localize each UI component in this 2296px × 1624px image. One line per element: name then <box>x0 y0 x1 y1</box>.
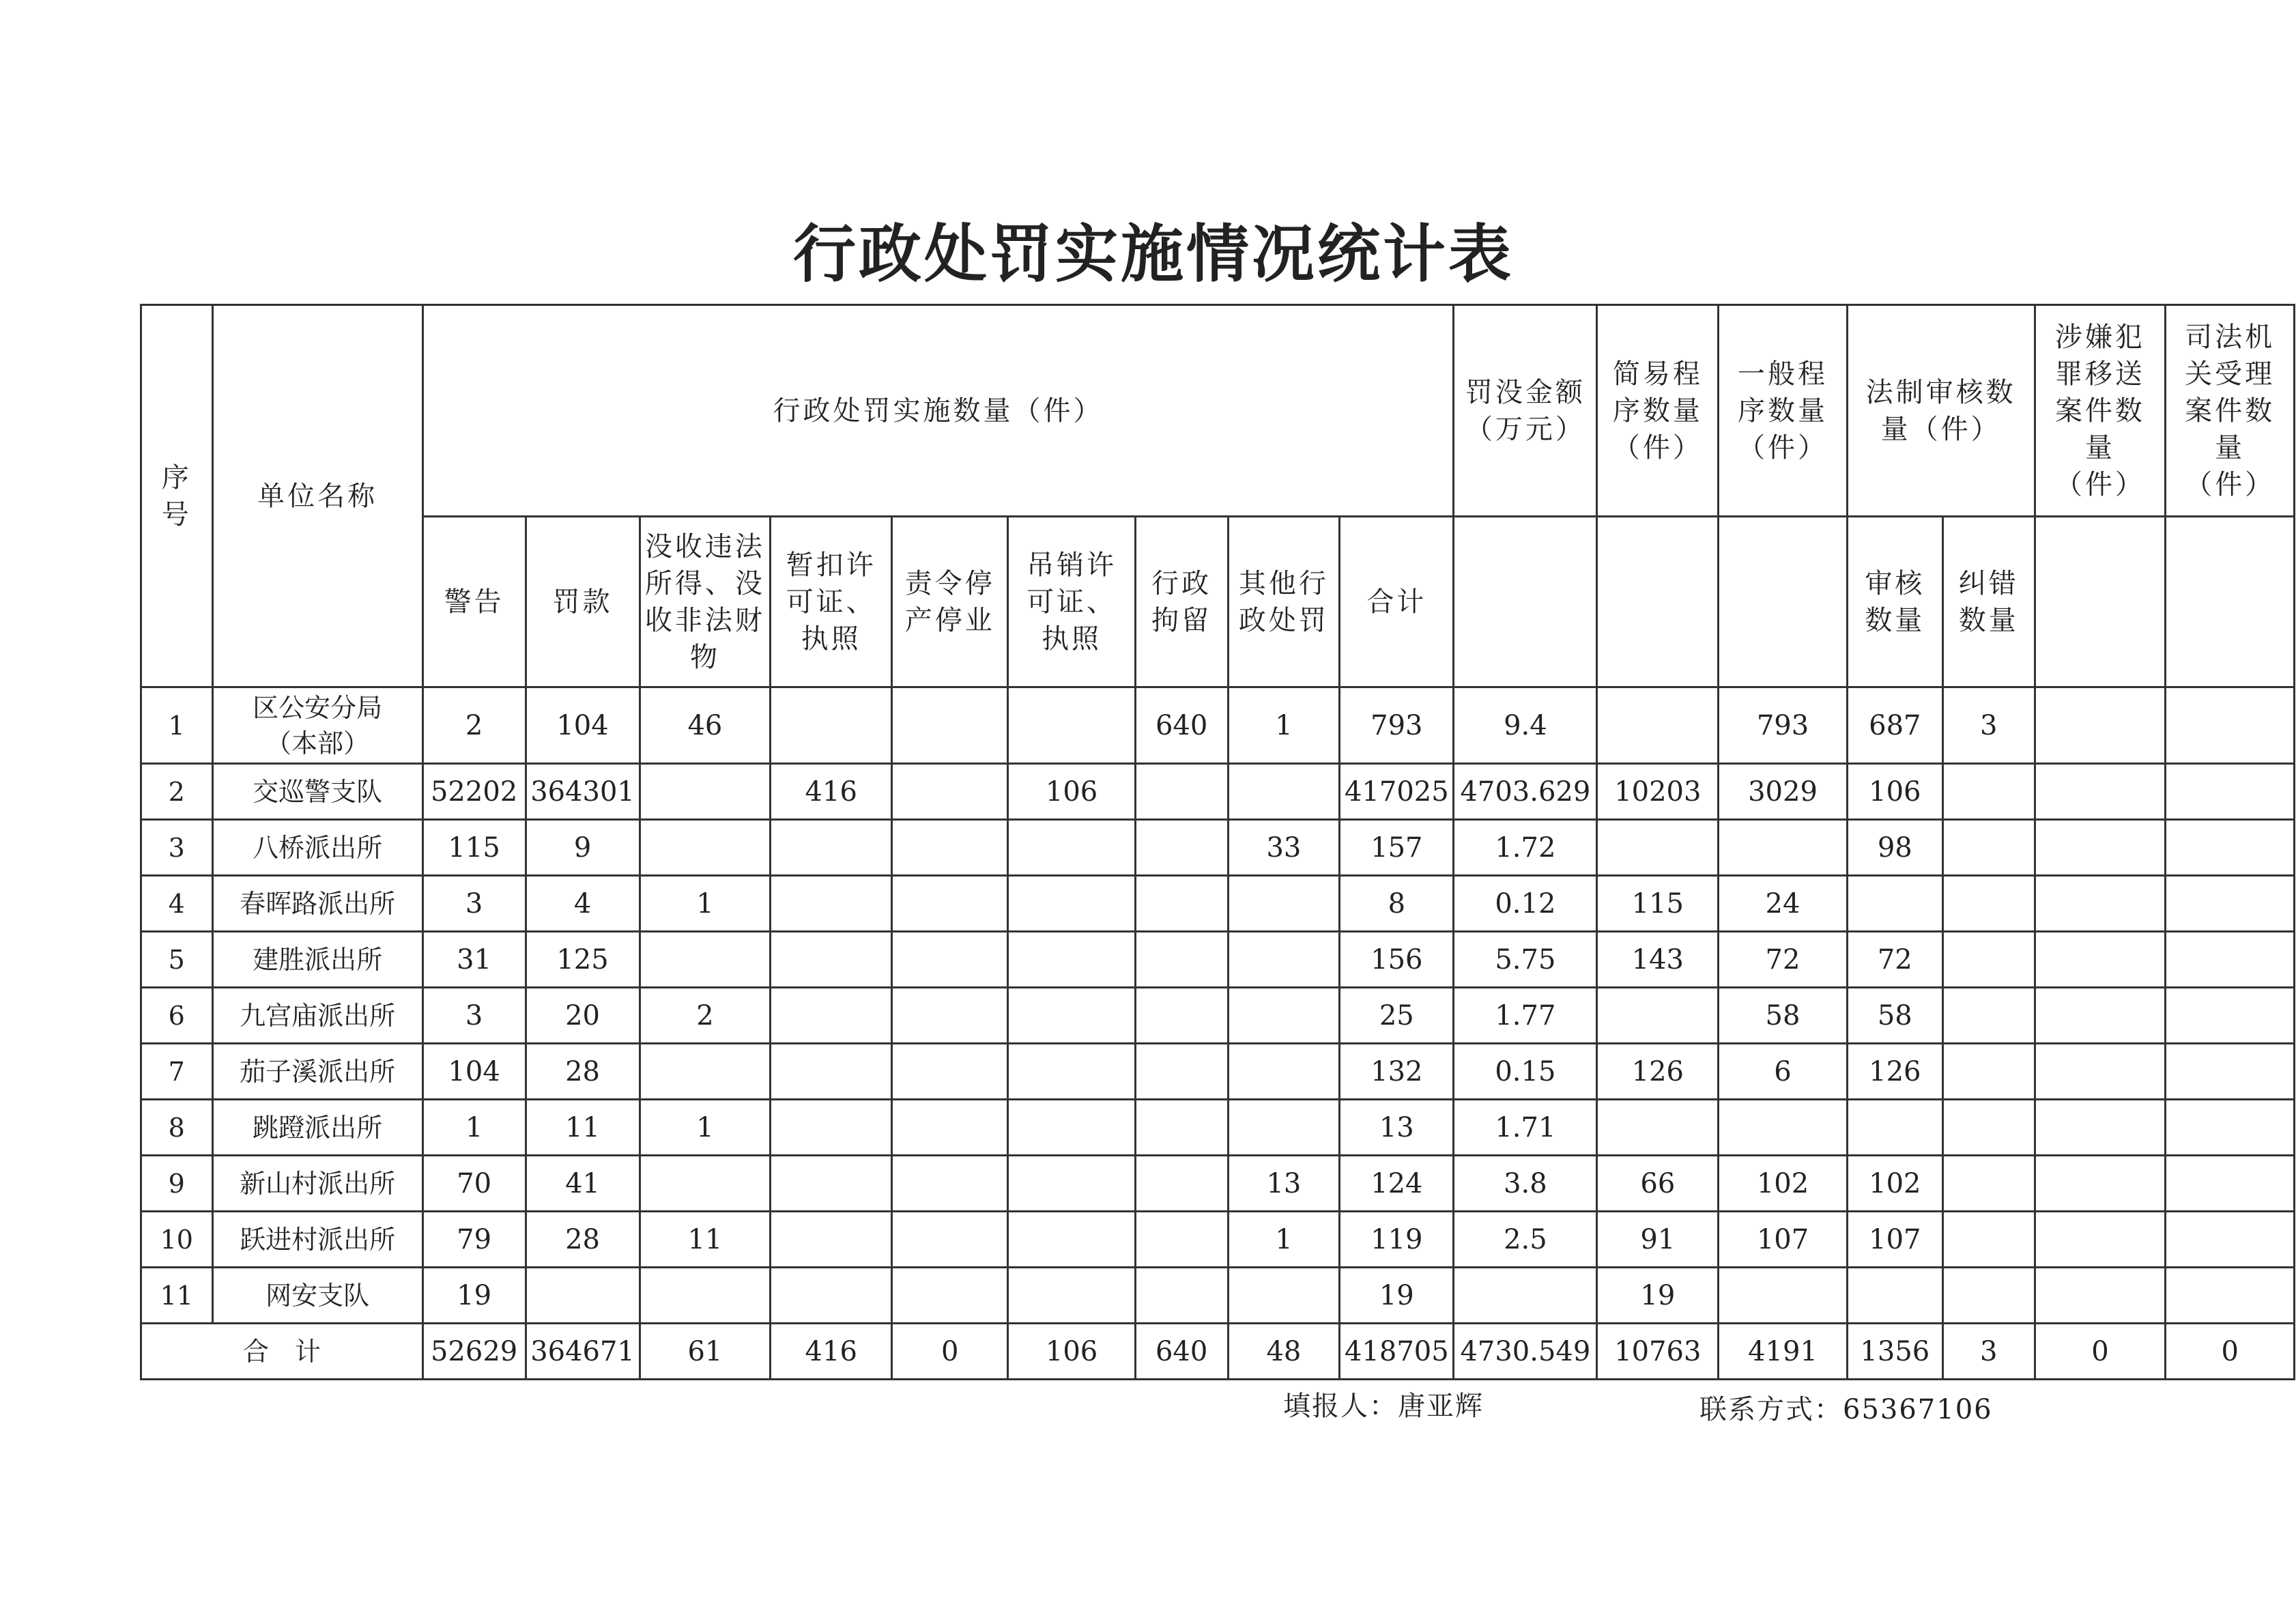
cell-judicial <box>2166 988 2295 1044</box>
cell-fine: 364301 <box>526 764 640 820</box>
cell-amount: 9.4 <box>1454 687 1597 764</box>
cell-subtotal: 124 <box>1340 1156 1454 1212</box>
cell-other: 1 <box>1228 1212 1340 1268</box>
cell-stop <box>892 1044 1008 1100</box>
cell-fine: 104 <box>526 687 640 764</box>
cell-amount: 1.71 <box>1454 1100 1597 1156</box>
cell-revoke <box>1008 1044 1135 1100</box>
cell-detention <box>1135 1212 1228 1268</box>
header-confiscate: 没收违法 所得、没 收非法财 物 <box>640 517 771 687</box>
total-revoke: 106 <box>1008 1324 1135 1380</box>
cell-review <box>1847 876 1942 932</box>
table-row <box>141 1100 2295 1156</box>
cell-warning: 31 <box>422 932 526 988</box>
cell-subtotal: 13 <box>1340 1100 1454 1156</box>
cell-simple: 115 <box>1597 876 1719 932</box>
cell-simple: 91 <box>1597 1212 1719 1268</box>
total-stop: 0 <box>892 1324 1008 1380</box>
table-row <box>141 764 2295 820</box>
header-warning: 警告 <box>422 517 526 687</box>
cell-seq: 9 <box>141 1156 213 1212</box>
table-row <box>141 932 2295 988</box>
cell-review: 126 <box>1847 1044 1942 1100</box>
total-simple: 10763 <box>1597 1324 1719 1380</box>
cell-seq: 7 <box>141 1044 213 1100</box>
cell-other <box>1228 876 1340 932</box>
header-legal-review: 法制审核数 量（件） <box>1847 305 2035 517</box>
cell-transfer <box>2035 1268 2166 1324</box>
cell-confiscate <box>640 764 771 820</box>
cell-fine: 11 <box>526 1100 640 1156</box>
table-row <box>141 1044 2295 1100</box>
cell-review: 687 <box>1847 687 1942 764</box>
cell-seq: 5 <box>141 932 213 988</box>
cell-fine: 41 <box>526 1156 640 1212</box>
header-review-count: 审核 数量 <box>1847 517 1942 687</box>
cell-general <box>1719 1268 1848 1324</box>
total-judicial: 0 <box>2166 1324 2295 1380</box>
cell-judicial <box>2166 932 2295 988</box>
cell-revoke <box>1008 1212 1135 1268</box>
cell-other <box>1228 1268 1340 1324</box>
header-stop-production: 责令停 产停业 <box>892 517 1008 687</box>
cell-confiscate <box>640 820 771 876</box>
table-row <box>141 876 2295 932</box>
total-amount: 4730.549 <box>1454 1324 1597 1380</box>
total-row <box>141 1324 2295 1380</box>
table-row <box>141 988 2295 1044</box>
cell-simple: 19 <box>1597 1268 1719 1324</box>
cell-correct <box>1942 988 2035 1044</box>
header-judicial-empty <box>2166 517 2295 687</box>
header-judicial-accept: 司法机 关受理 案件数 量 （件） <box>2166 305 2295 517</box>
cell-stop <box>892 1268 1008 1324</box>
total-fine: 364671 <box>526 1324 640 1380</box>
cell-warning: 104 <box>422 1044 526 1100</box>
cell-confiscate: 2 <box>640 988 771 1044</box>
cell-stop <box>892 1156 1008 1212</box>
cell-stop <box>892 932 1008 988</box>
cell-simple: 126 <box>1597 1044 1719 1100</box>
cell-other: 33 <box>1228 820 1340 876</box>
cell-warning: 79 <box>422 1212 526 1268</box>
cell-suspend <box>771 988 892 1044</box>
cell-general: 6 <box>1719 1044 1848 1100</box>
cell-suspend <box>771 932 892 988</box>
header-revoke-license: 吊销许 可证、 执照 <box>1008 517 1135 687</box>
cell-detention <box>1135 932 1228 988</box>
header-fine-amount-empty <box>1454 517 1597 687</box>
reporter-label: 填报人：唐亚辉 <box>1283 1391 1484 1422</box>
contact-label: 联系方式：65367106 <box>1699 1394 1993 1425</box>
cell-amount: 1.77 <box>1454 988 1597 1044</box>
cell-transfer <box>2035 932 2166 988</box>
cell-warning: 115 <box>422 820 526 876</box>
cell-transfer <box>2035 988 2166 1044</box>
cell-unit: 茄子溪派出所 <box>212 1044 422 1100</box>
cell-suspend <box>771 1212 892 1268</box>
cell-review: 107 <box>1847 1212 1942 1268</box>
cell-confiscate <box>640 1044 771 1100</box>
cell-simple: 10203 <box>1597 764 1719 820</box>
cell-suspend <box>771 1100 892 1156</box>
cell-fine: 125 <box>526 932 640 988</box>
cell-subtotal: 157 <box>1340 820 1454 876</box>
cell-detention <box>1135 1268 1228 1324</box>
cell-subtotal: 132 <box>1340 1044 1454 1100</box>
cell-subtotal: 793 <box>1340 687 1454 764</box>
cell-correct <box>1942 876 2035 932</box>
cell-suspend <box>771 1044 892 1100</box>
cell-confiscate: 1 <box>640 876 771 932</box>
cell-review <box>1847 1268 1942 1324</box>
total-transfer: 0 <box>2035 1324 2166 1380</box>
cell-unit: 九宫庙派出所 <box>212 988 422 1044</box>
cell-detention: 640 <box>1135 687 1228 764</box>
total-warning: 52629 <box>422 1324 526 1380</box>
cell-fine <box>526 1268 640 1324</box>
cell-general: 102 <box>1719 1156 1848 1212</box>
cell-general: 72 <box>1719 932 1848 988</box>
header-detention: 行政 拘留 <box>1135 517 1228 687</box>
cell-unit: 网安支队 <box>212 1268 422 1324</box>
header-seq: 序 号 <box>141 305 213 687</box>
cell-transfer <box>2035 1100 2166 1156</box>
cell-other: 13 <box>1228 1156 1340 1212</box>
cell-amount: 2.5 <box>1454 1212 1597 1268</box>
header-subtotal: 合计 <box>1340 517 1454 687</box>
cell-transfer <box>2035 687 2166 764</box>
cell-unit: 春晖路派出所 <box>212 876 422 932</box>
cell-simple <box>1597 988 1719 1044</box>
cell-general: 58 <box>1719 988 1848 1044</box>
header-row-2 <box>141 517 2295 687</box>
cell-fine: 28 <box>526 1044 640 1100</box>
cell-other <box>1228 764 1340 820</box>
cell-judicial <box>2166 687 2295 764</box>
cell-general: 793 <box>1719 687 1848 764</box>
header-general-empty <box>1719 517 1848 687</box>
header-fine: 罚款 <box>526 517 640 687</box>
cell-revoke <box>1008 1156 1135 1212</box>
cell-amount: 1.72 <box>1454 820 1597 876</box>
cell-seq: 4 <box>141 876 213 932</box>
cell-review: 72 <box>1847 932 1942 988</box>
cell-review: 98 <box>1847 820 1942 876</box>
cell-unit: 交巡警支队 <box>212 764 422 820</box>
cell-stop <box>892 1212 1008 1268</box>
cell-general: 3029 <box>1719 764 1848 820</box>
cell-detention <box>1135 764 1228 820</box>
cell-general <box>1719 1100 1848 1156</box>
cell-detention <box>1135 820 1228 876</box>
header-row-1 <box>141 305 2295 517</box>
cell-fine: 28 <box>526 1212 640 1268</box>
cell-subtotal: 19 <box>1340 1268 1454 1324</box>
header-fine-amount: 罚没金额 （万元） <box>1454 305 1597 517</box>
cell-seq: 10 <box>141 1212 213 1268</box>
cell-suspend <box>771 1156 892 1212</box>
cell-correct <box>1942 1268 2035 1324</box>
cell-transfer <box>2035 1044 2166 1100</box>
total-general: 4191 <box>1719 1324 1848 1380</box>
cell-stop <box>892 820 1008 876</box>
table-row <box>141 687 2295 764</box>
cell-suspend <box>771 876 892 932</box>
cell-seq: 8 <box>141 1100 213 1156</box>
cell-stop <box>892 988 1008 1044</box>
cell-amount <box>1454 1268 1597 1324</box>
cell-transfer <box>2035 876 2166 932</box>
cell-detention <box>1135 1100 1228 1156</box>
cell-amount: 3.8 <box>1454 1156 1597 1212</box>
cell-judicial <box>2166 1212 2295 1268</box>
cell-stop <box>892 876 1008 932</box>
cell-seq: 2 <box>141 764 213 820</box>
cell-seq: 1 <box>141 687 213 764</box>
cell-unit: 区公安分局 （本部） <box>212 687 422 764</box>
cell-judicial <box>2166 1100 2295 1156</box>
cell-detention <box>1135 1044 1228 1100</box>
cell-warning: 3 <box>422 876 526 932</box>
cell-correct <box>1942 932 2035 988</box>
cell-revoke <box>1008 988 1135 1044</box>
header-simple-procedure: 简易程 序数量 （件） <box>1597 305 1719 517</box>
cell-confiscate <box>640 1268 771 1324</box>
header-simple-empty <box>1597 517 1719 687</box>
cell-confiscate: 46 <box>640 687 771 764</box>
cell-other: 1 <box>1228 687 1340 764</box>
total-subtotal: 418705 <box>1340 1324 1454 1380</box>
cell-correct <box>1942 820 2035 876</box>
cell-warning: 19 <box>422 1268 526 1324</box>
total-other: 48 <box>1228 1324 1340 1380</box>
cell-review: 106 <box>1847 764 1942 820</box>
total-confiscate: 61 <box>640 1324 771 1380</box>
cell-confiscate <box>640 932 771 988</box>
cell-unit: 跃进村派出所 <box>212 1212 422 1268</box>
cell-stop <box>892 764 1008 820</box>
cell-revoke <box>1008 820 1135 876</box>
cell-fine: 9 <box>526 820 640 876</box>
cell-subtotal: 8 <box>1340 876 1454 932</box>
cell-seq: 6 <box>141 988 213 1044</box>
cell-fine: 20 <box>526 988 640 1044</box>
cell-amount: 5.75 <box>1454 932 1597 988</box>
header-suspend-license: 暂扣许 可证、 执照 <box>771 517 892 687</box>
cell-correct <box>1942 764 2035 820</box>
header-crime-transfer: 涉嫌犯 罪移送 案件数 量 （件） <box>2035 305 2166 517</box>
cell-other <box>1228 1044 1340 1100</box>
cell-other <box>1228 1100 1340 1156</box>
cell-suspend <box>771 820 892 876</box>
cell-revoke <box>1008 876 1135 932</box>
cell-judicial <box>2166 764 2295 820</box>
cell-judicial <box>2166 820 2295 876</box>
cell-subtotal: 417025 <box>1340 764 1454 820</box>
header-correct-count: 纠错 数量 <box>1942 517 2035 687</box>
cell-correct <box>1942 1212 2035 1268</box>
total-detention: 640 <box>1135 1324 1228 1380</box>
cell-revoke <box>1008 1100 1135 1156</box>
cell-suspend: 416 <box>771 764 892 820</box>
cell-other <box>1228 932 1340 988</box>
cell-detention <box>1135 1156 1228 1212</box>
cell-detention <box>1135 876 1228 932</box>
cell-revoke <box>1008 687 1135 764</box>
page-title: 行政处罚实施情况统计表 <box>792 218 1514 291</box>
cell-suspend <box>771 1268 892 1324</box>
cell-suspend <box>771 687 892 764</box>
cell-fine: 4 <box>526 876 640 932</box>
cell-subtotal: 119 <box>1340 1212 1454 1268</box>
cell-warning: 70 <box>422 1156 526 1212</box>
statistics-table <box>140 304 2295 1380</box>
cell-transfer <box>2035 764 2166 820</box>
cell-warning: 2 <box>422 687 526 764</box>
cell-confiscate <box>640 1156 771 1212</box>
cell-general: 107 <box>1719 1212 1848 1268</box>
cell-simple <box>1597 687 1719 764</box>
cell-general <box>1719 820 1848 876</box>
cell-amount: 4703.629 <box>1454 764 1597 820</box>
table-row <box>141 1268 2295 1324</box>
cell-revoke: 106 <box>1008 764 1135 820</box>
cell-seq: 3 <box>141 820 213 876</box>
cell-subtotal: 156 <box>1340 932 1454 988</box>
cell-unit: 建胜派出所 <box>212 932 422 988</box>
header-unit: 单位名称 <box>212 305 422 687</box>
cell-judicial <box>2166 1044 2295 1100</box>
total-label: 合 计 <box>141 1324 423 1380</box>
cell-unit: 跳蹬派出所 <box>212 1100 422 1156</box>
cell-stop <box>892 1100 1008 1156</box>
cell-stop <box>892 687 1008 764</box>
cell-amount: 0.15 <box>1454 1044 1597 1100</box>
header-transfer-empty <box>2035 517 2166 687</box>
header-other-penalty: 其他行 政处罚 <box>1228 517 1340 687</box>
cell-correct <box>1942 1044 2035 1100</box>
cell-unit: 八桥派出所 <box>212 820 422 876</box>
cell-warning: 52202 <box>422 764 526 820</box>
cell-amount: 0.12 <box>1454 876 1597 932</box>
cell-judicial <box>2166 876 2295 932</box>
cell-revoke <box>1008 1268 1135 1324</box>
cell-general: 24 <box>1719 876 1848 932</box>
cell-review: 58 <box>1847 988 1942 1044</box>
cell-judicial <box>2166 1268 2295 1324</box>
total-suspend: 416 <box>771 1324 892 1380</box>
cell-correct <box>1942 1156 2035 1212</box>
cell-simple: 66 <box>1597 1156 1719 1212</box>
cell-subtotal: 25 <box>1340 988 1454 1044</box>
cell-revoke <box>1008 932 1135 988</box>
table-row <box>141 820 2295 876</box>
cell-warning: 3 <box>422 988 526 1044</box>
cell-seq: 11 <box>141 1268 213 1324</box>
cell-simple <box>1597 820 1719 876</box>
cell-confiscate: 1 <box>640 1100 771 1156</box>
cell-detention <box>1135 988 1228 1044</box>
cell-review <box>1847 1100 1942 1156</box>
header-general-procedure: 一般程 序数量 （件） <box>1719 305 1848 517</box>
table-row <box>141 1212 2295 1268</box>
cell-correct <box>1942 1100 2035 1156</box>
cell-transfer <box>2035 1156 2166 1212</box>
cell-correct: 3 <box>1942 687 2035 764</box>
total-correct: 3 <box>1942 1324 2035 1380</box>
header-penalty-count: 行政处罚实施数量（件） <box>422 305 1454 517</box>
cell-simple <box>1597 1100 1719 1156</box>
cell-other <box>1228 988 1340 1044</box>
total-review: 1356 <box>1847 1324 1942 1380</box>
cell-unit: 新山村派出所 <box>212 1156 422 1212</box>
cell-warning: 1 <box>422 1100 526 1156</box>
cell-transfer <box>2035 1212 2166 1268</box>
cell-judicial <box>2166 1156 2295 1212</box>
table-row <box>141 1156 2295 1212</box>
cell-transfer <box>2035 820 2166 876</box>
cell-simple: 143 <box>1597 932 1719 988</box>
cell-confiscate: 11 <box>640 1212 771 1268</box>
cell-review: 102 <box>1847 1156 1942 1212</box>
